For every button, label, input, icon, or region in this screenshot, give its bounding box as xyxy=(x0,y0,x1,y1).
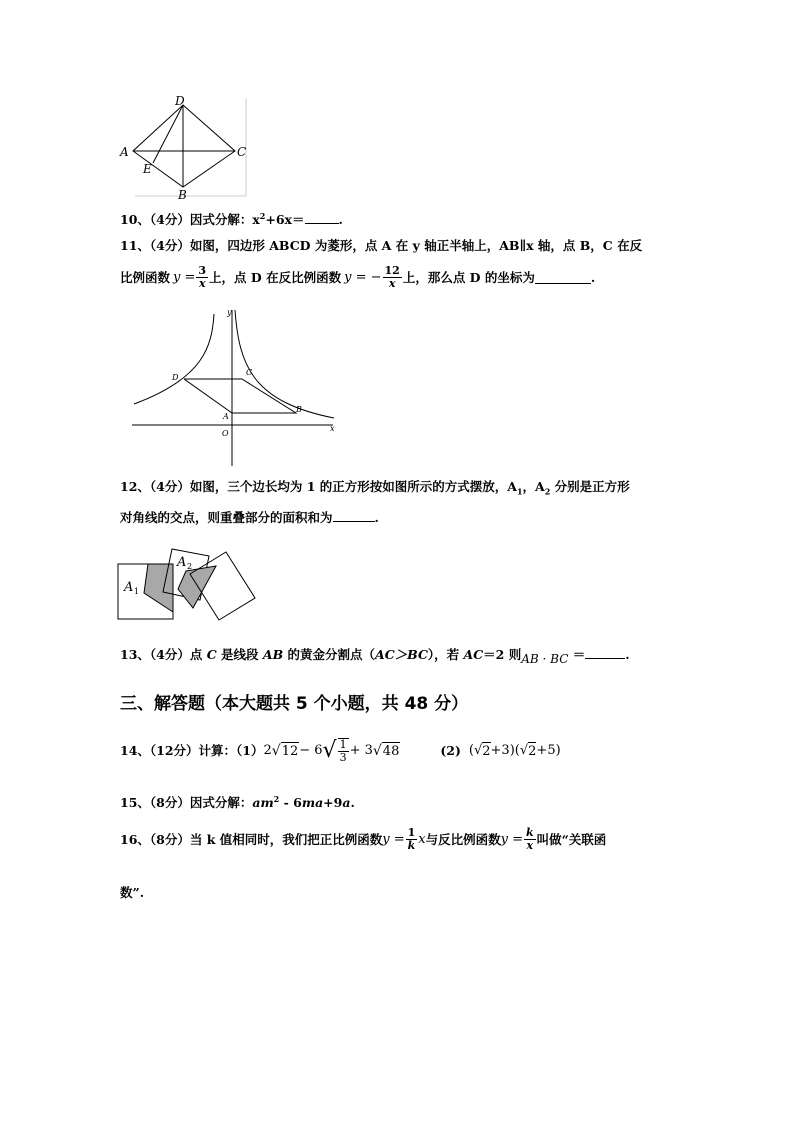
section-heading: 三、解答题（本大题共 5 个小题，共 48 分） xyxy=(120,694,469,714)
label-d: D xyxy=(175,94,185,108)
question-11-line2: 比例函数 y = $\frac{3}{x}$ 上，点 D 在反比例函数 y = − $\frac{12}{x}$ 上，那么点 D 的坐标为 . xyxy=(120,264,596,290)
answer-blank xyxy=(585,646,625,659)
squares-figure xyxy=(116,544,261,622)
question-10: 10、（4分）因式分解：$x^2+6x=$ . xyxy=(120,211,343,228)
label-a: A xyxy=(120,145,129,159)
fraction-1-over-k: $\frac{1}{k}$ xyxy=(407,826,416,852)
label-a2: A xyxy=(177,555,187,570)
rhombus-figure xyxy=(115,93,255,203)
fraction-12-over-x: $\frac{12}{x}$ xyxy=(384,264,400,290)
answer-blank xyxy=(305,211,339,224)
label-b: B xyxy=(178,188,187,202)
fraction-k-over-x: $\frac{k}{x}$ xyxy=(525,826,534,852)
question-13: 13、（4分）点 C 是线段 AB 的黄金分割点（AC＞BC），若 AC＝2 则AB · BC ＝ . xyxy=(120,647,630,666)
label-a: A xyxy=(223,412,229,421)
label-a1-sub: 1 xyxy=(134,587,140,596)
expression-2: ( √ 2 +3)( √ 2 +5) xyxy=(468,743,561,759)
question-16-line1: 16、（8分）当 k 值相同时，我们把正比例函数 y = $\frac{1}{k}$ x 与反比例函数 y = $\frac{k}{x}$ 叫做“关联函 xyxy=(120,826,607,852)
axis-label-y: y xyxy=(227,308,232,317)
label-a2-sub: 2 xyxy=(187,562,193,571)
label-c: C xyxy=(246,368,253,377)
label-a1: A xyxy=(124,580,134,595)
expression-1: 2 √ 12 − 6 √ $\frac{1}{3}$ + 3 √ 48 xyxy=(263,738,400,764)
axis-label-x: x xyxy=(330,424,335,433)
label-d: D xyxy=(172,373,179,382)
answer-blank xyxy=(535,271,591,284)
question-12-line1: 12、（4分）如图，三个边长均为 1 的正方形按如图所示的方式摆放，$A_1$，$A_2$ 分别是正方形 xyxy=(120,479,630,497)
label-origin: O xyxy=(222,429,229,438)
question-15: 15、（8分）因式分解：$am^2 - 6ma+9a$. xyxy=(120,794,355,811)
label-e: E xyxy=(143,162,152,176)
fraction-1-over-3: $\frac{1}{3}$ xyxy=(339,738,347,764)
label-c: C xyxy=(237,145,247,159)
answer-blank xyxy=(333,509,375,522)
question-11-line1: 11、（4分）如图，四边形 ABCD 为菱形，点 A 在 y 轴正半轴上，AB∥x 轴，点 B，C 在反 xyxy=(120,238,643,253)
label-b: B xyxy=(296,405,302,414)
fraction-3-over-x: $\frac{3}{x}$ xyxy=(198,264,207,290)
hyperbola-figure xyxy=(128,306,340,470)
question-12-line2: 对角线的交点，则重叠部分的面积和为 . xyxy=(120,510,379,525)
question-14: 14、（12分）计算：（1） 2 √ 12 − 6 √ $\frac{1}{3}$ + 3 √ 48 (2) ( √ 2 +3)( √ 2 +5) xyxy=(120,738,561,764)
question-16-line2: 数”. xyxy=(120,885,145,900)
